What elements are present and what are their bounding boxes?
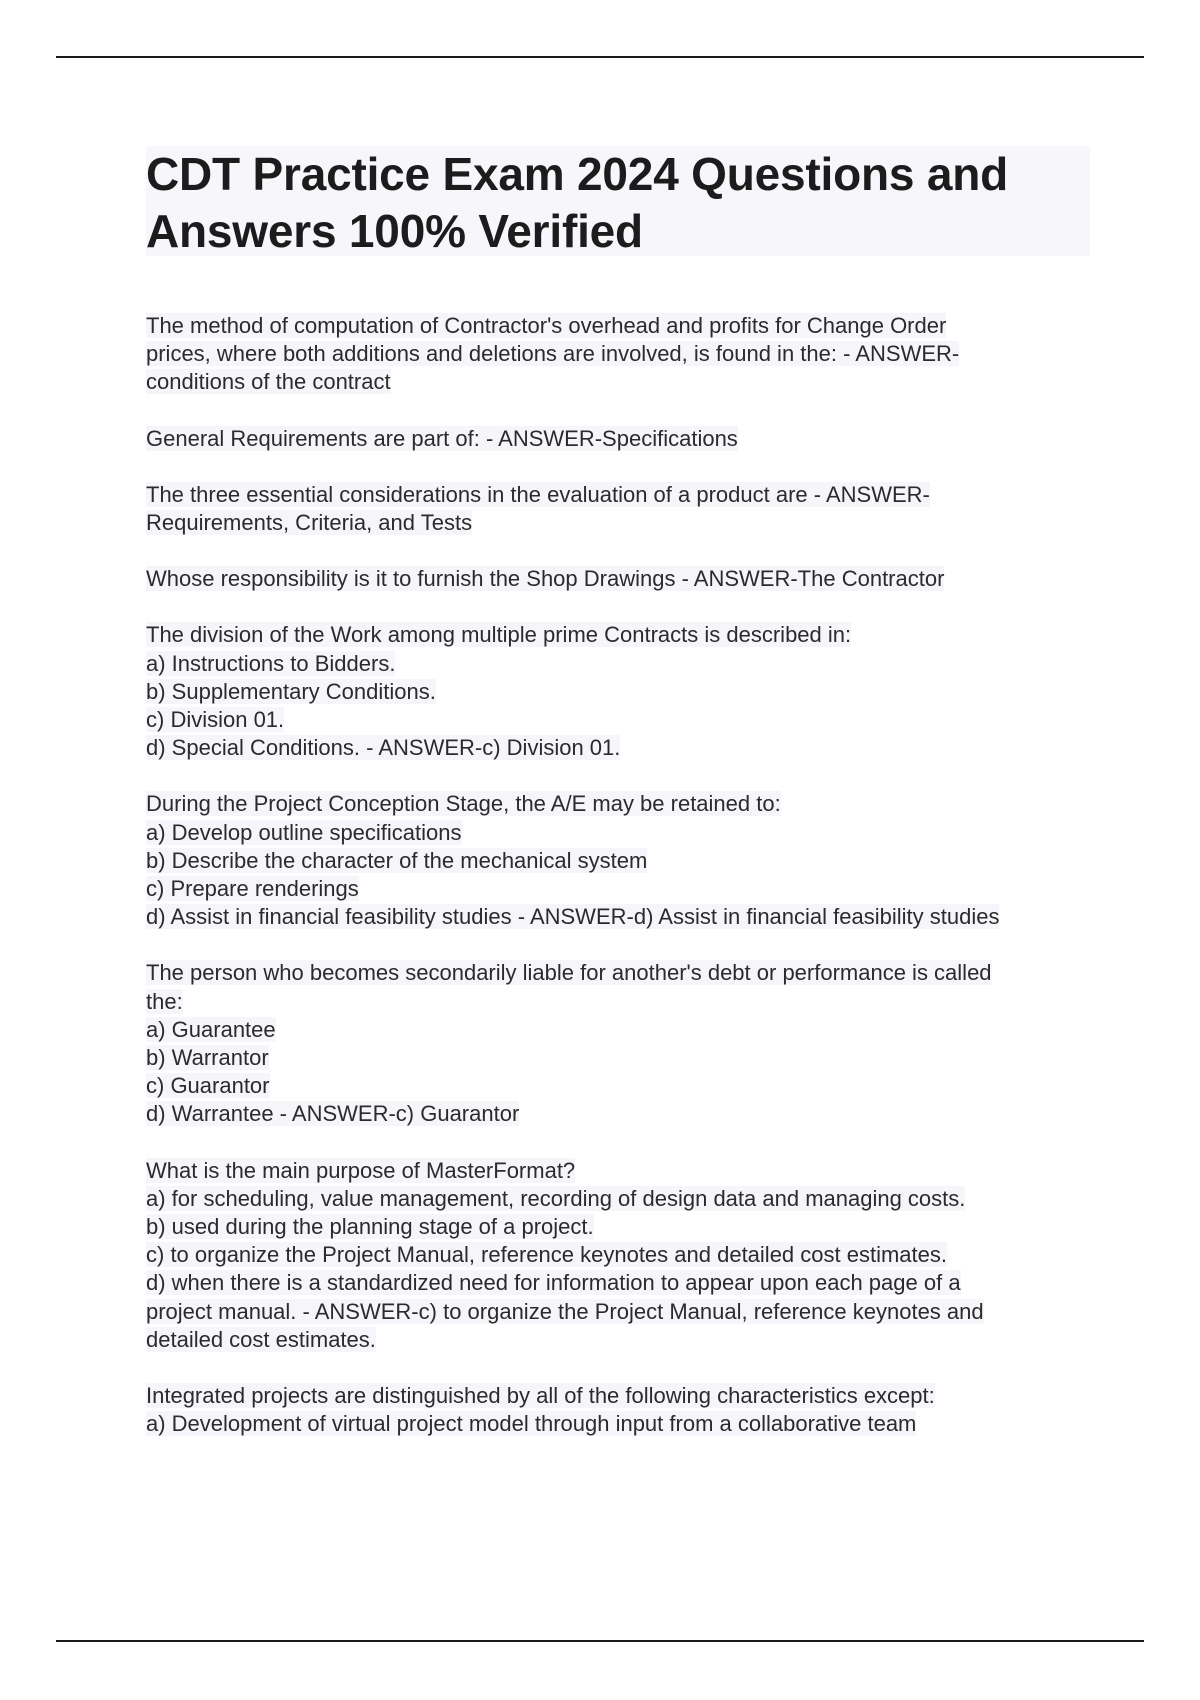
qa-line: Integrated projects are distinguished by all of the following characteristics except: [146,1383,935,1409]
qa-line: a) Develop outline specifications [146,819,462,845]
qa-line: What is the main purpose of MasterFormat? [146,1157,576,1183]
qa-line: detailed cost estimates. [146,1326,376,1352]
qa-line: c) to organize the Project Manual, reference keynotes and detailed cost estimates. [146,1242,947,1268]
qa-line: General Requirements are part of: - ANSWER-Specifications [146,425,738,451]
qa-item [146,565,1096,593]
qa-line: a) Development of virtual project model through input from a collaborative team [146,1411,917,1437]
qa-line: the: [146,988,183,1014]
top-rule [56,56,1144,58]
qa-item [146,1157,1096,1354]
qa-line: c) Prepare renderings [146,876,359,902]
qa-line: d) when there is a standardized need for information to appear upon each page of a [146,1270,961,1296]
qa-line: During the Project Conception Stage, the A/E may be retained to: [146,791,781,817]
qa-item [146,312,1096,397]
qa-line: prices, where both additions and deletions are involved, is found in the: - ANSWER- [146,341,960,367]
qa-item [146,425,1096,453]
qa-item [146,621,1096,762]
qa-line: The division of the Work among multiple prime Contracts is described in: [146,622,852,648]
qa-line: conditions of the contract [146,369,391,395]
qa-line: project manual. - ANSWER-c) to organize the Project Manual, reference keynotes and [146,1298,984,1324]
qa-line: Whose responsibility is it to furnish the Shop Drawings - ANSWER-The Contractor [146,566,945,592]
qa-line: d) Warrantee - ANSWER-c) Guarantor [146,1101,520,1127]
qa-line: d) Assist in financial feasibility studies - ANSWER-d) Assist in financial feasibility studies [146,904,1000,930]
qa-line: b) Supplementary Conditions. [146,678,436,704]
qa-line: d) Special Conditions. - ANSWER-c) Division 01. [146,735,621,761]
qa-line: a) Guarantee [146,1016,276,1042]
qa-line: b) used during the planning stage of a project. [146,1214,594,1240]
qa-item [146,790,1096,931]
bottom-rule [56,1640,1144,1642]
qa-line: a) for scheduling, value management, recording of design data and managing costs. [146,1185,966,1211]
qa-line: c) Guarantor [146,1073,270,1099]
qa-line: a) Instructions to Bidders. [146,650,396,676]
qa-content [146,312,1096,1467]
qa-line: c) Division 01. [146,707,285,733]
qa-item [146,1382,1096,1438]
qa-line: Requirements, Criteria, and Tests [146,510,473,536]
qa-line: b) Warrantor [146,1045,269,1071]
qa-item [146,481,1096,537]
page-title: CDT Practice Exam 2024 Questions and Answers 100% Verified [146,148,1009,257]
qa-line: b) Describe the character of the mechanical system [146,847,648,873]
qa-line: The person who becomes secondarily liable for another's debt or performance is called [146,960,992,986]
qa-line: The three essential considerations in the evaluation of a product are - ANSWER- [146,481,930,507]
qa-line: The method of computation of Contractor's overhead and profits for Change Order [146,313,947,338]
qa-item [146,959,1096,1128]
